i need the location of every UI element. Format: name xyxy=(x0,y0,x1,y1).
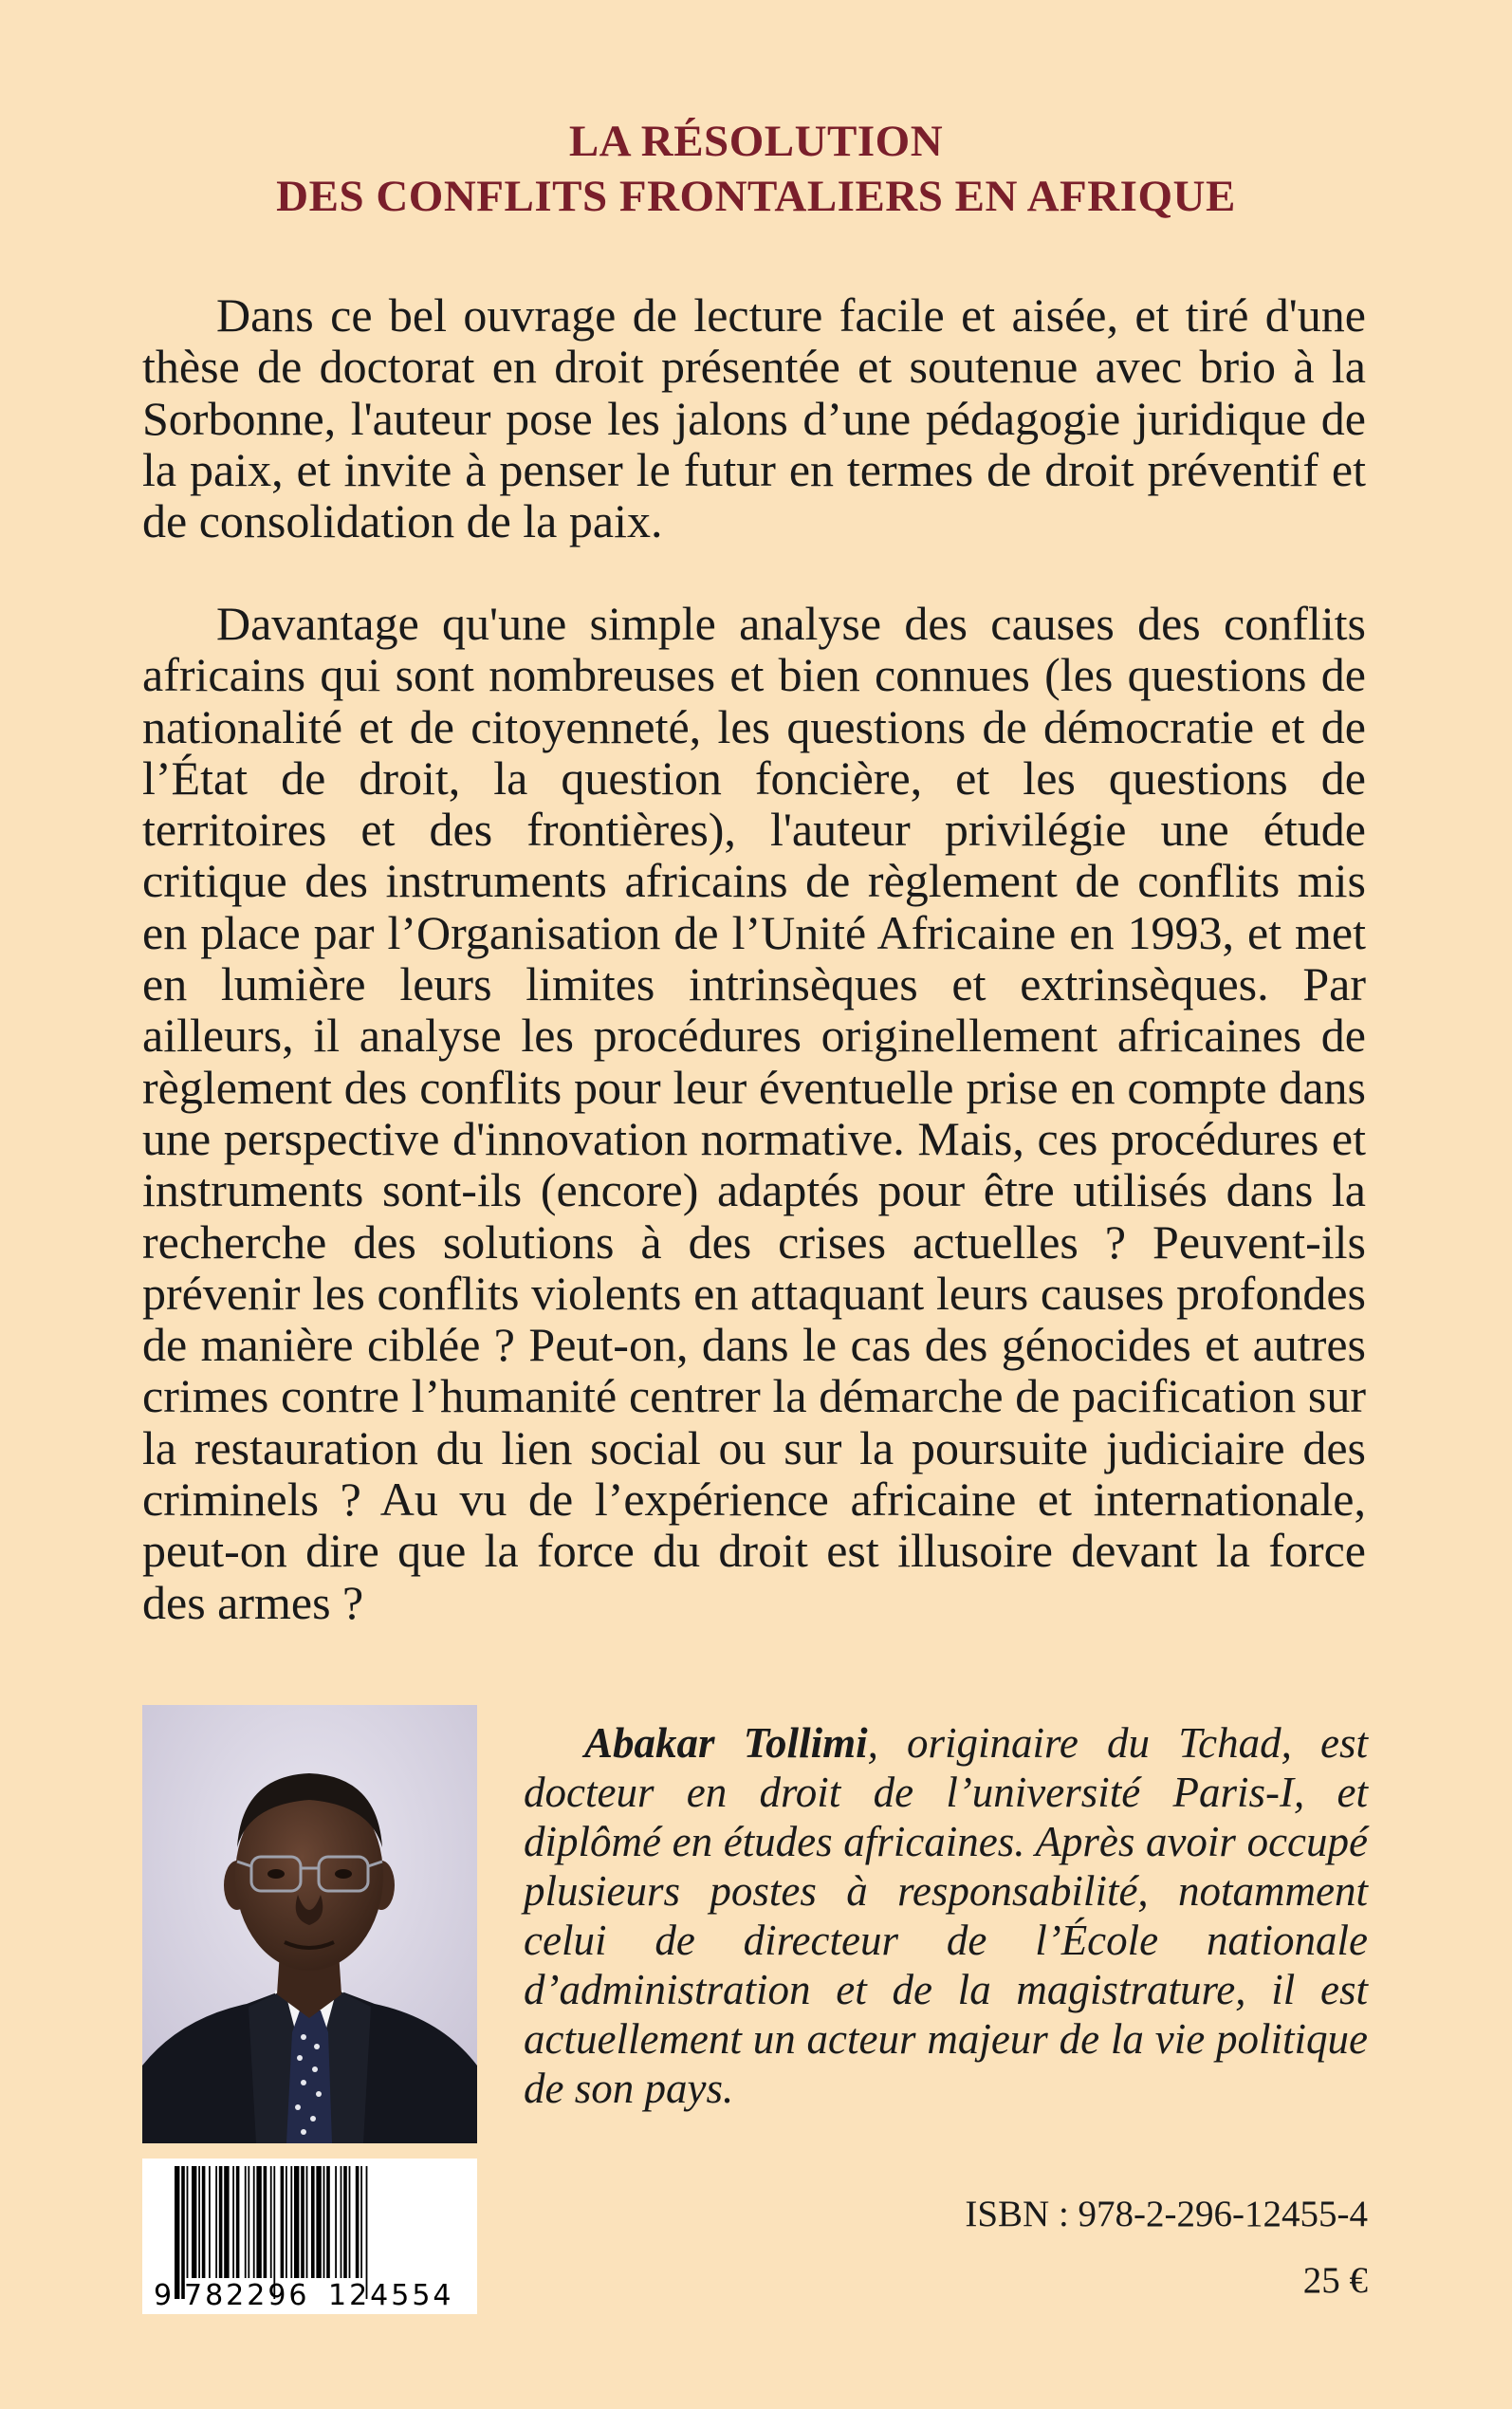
barcode-bar xyxy=(198,2166,200,2278)
price: 25 € xyxy=(1302,2260,1368,2301)
barcode-bar xyxy=(248,2166,249,2278)
barcode-bar xyxy=(209,2166,211,2278)
barcode-bar xyxy=(301,2166,304,2278)
barcode-bar xyxy=(343,2166,347,2278)
summary-paragraph-2 xyxy=(142,598,1366,1628)
barcode-bar xyxy=(215,2166,217,2278)
isbn: ISBN : 978-2-296-12455-4 xyxy=(965,2194,1368,2234)
barcode-bar xyxy=(175,2166,179,2299)
barcode-bar xyxy=(316,2166,321,2278)
barcode-bar xyxy=(232,2166,234,2278)
summary-paragraph-1 xyxy=(142,289,1366,547)
barcode-bar xyxy=(202,2166,206,2278)
barcode-digits-group1: 782296 xyxy=(184,2279,310,2312)
barcode-digit-first: 9 xyxy=(154,2279,173,2312)
author-photo xyxy=(142,1705,477,2143)
barcode xyxy=(142,2159,477,2314)
barcode-bar xyxy=(335,2166,337,2278)
barcode-bar xyxy=(236,2166,240,2278)
barcode-bar xyxy=(224,2166,229,2278)
barcode-bar xyxy=(219,2166,223,2278)
barcode-bar xyxy=(290,2166,292,2278)
barcode-bar xyxy=(256,2166,261,2278)
barcode-digits-group2: 124554 xyxy=(328,2279,454,2312)
paragraph-1-text: Dans ce bel ouvrage de lecture facile et aisée, et tiré d'une thèse de doctorat en droit présentée et soutenue avec brio à la Sorbonne, l'auteur pose les jalons d’une pédagogie juridique de la paix, et invite à penser le futur en termes de droit préventif et de consolidation de la paix. xyxy=(142,288,1366,548)
barcode-bar xyxy=(294,2166,299,2278)
barcode-bar xyxy=(253,2166,255,2278)
author-bio-paragraph xyxy=(524,1718,1368,2113)
paragraph-2-text: Davantage qu'une simple analyse des causes des conflits africains qui sont nombreuses et bien connues (les questions de nationalité et de citoyenneté, les questions de démocratie et de l’État de droit, la question foncière, et les questions de territoires et des frontières), l'auteur privilégie une étude critique des instruments africains de règlement de conflits mis en place par l’Organisation de l’Unité Africaine en 1993, et met en lumière leurs limites intrinsèques et extrinsèques. Par ailleurs, il analyse les procédures originellement africaines de règlement des conflits pour leur éventuelle prise en compte dans une perspective d'innovation normative. Mais, ces procédures et instruments sont-ils (encore) adaptés pour être utilisés dans la recherche des solutions à des crises actuelles ? Peuvent-ils prévenir les conflits violents en attaquant leurs causes profondes de manière ciblée ? Peut-on, dans le cas des génocides et autres crimes contre l’humanité centrer la démarche de pacification sur la restauration du lien social ou sur la poursuite judiciaire des criminels ? Au vu de l’expérience africaine et internationale, peut-on dire que la force du droit est illusoire devant la force des armes ? xyxy=(142,597,1366,1629)
title-line-2: DES CONFLITS FRONTALIERS EN AFRIQUE xyxy=(276,172,1236,221)
barcode-bar xyxy=(264,2166,267,2278)
barcode-bar xyxy=(360,2166,362,2278)
author-bio xyxy=(524,1718,1368,2113)
barcode-bar xyxy=(192,2166,196,2278)
barcode-bar xyxy=(356,2166,360,2278)
barcode-image xyxy=(142,2159,477,2314)
barcode-bar xyxy=(341,2166,342,2278)
title-line-1: LA RÉSOLUTION xyxy=(568,117,944,166)
author-bio-text: , originaire du Tchad, est docteur en droit de l’université Paris-I, et diplômé en études africaines. Après avoir occupé plusieurs postes à responsabilité, notamment celui de directeur de l’École nationale d’administration et de la magistrature, il est actuellement un acteur majeur de la vie politique de son pays. xyxy=(524,1719,1368,2112)
barcode-bar xyxy=(326,2166,330,2278)
barcode-bar xyxy=(281,2166,285,2278)
author-portrait-image xyxy=(142,1705,477,2143)
barcode-bar xyxy=(306,2166,308,2278)
book-title xyxy=(0,114,1512,224)
barcode-bar xyxy=(286,2166,287,2278)
barcode-bar xyxy=(323,2166,325,2278)
barcode-bar xyxy=(311,2166,315,2278)
barcode-bar xyxy=(187,2166,189,2278)
author-name: Abakar Tollimi xyxy=(584,1719,868,1767)
barcode-bar xyxy=(270,2166,272,2278)
barcode-bar xyxy=(349,2166,351,2278)
barcode-bar xyxy=(245,2166,247,2278)
